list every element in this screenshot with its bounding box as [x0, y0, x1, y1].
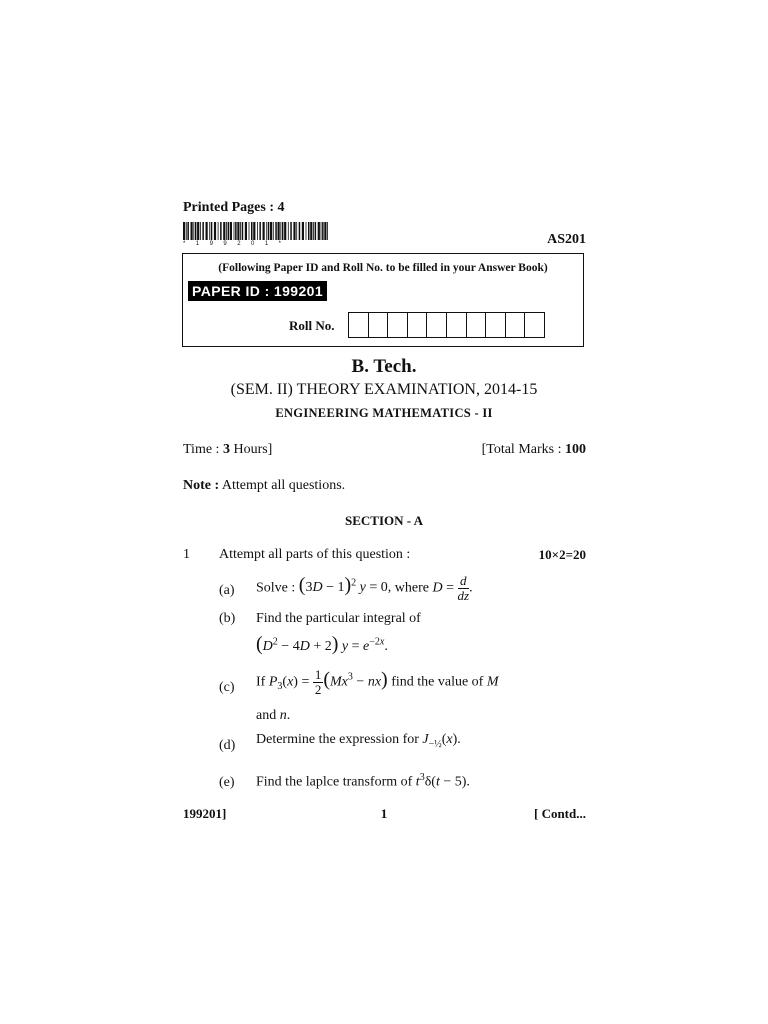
barcode-bar: [230, 222, 232, 240]
barcode-bar: [308, 222, 310, 240]
roll-no-box: [368, 312, 389, 338]
d-dz-fraction: $\frac{d}{dz}$: [457, 573, 470, 603]
barcode-bar: [275, 222, 277, 240]
roll-no-box: [485, 312, 506, 338]
barcode-bar: [270, 222, 272, 240]
barcode-bar: [218, 222, 219, 240]
roll-no-box: [524, 312, 545, 338]
barcode-bar: [187, 222, 189, 240]
roll-no-box: [466, 312, 487, 338]
barcode-bar: [318, 222, 320, 240]
part-a-text: Solve : $(3D - 1)^2$ y = 0, where D = $\frac{d}{dz}$ .: [256, 573, 473, 603]
barcode-bar: [235, 222, 237, 240]
barcode-bar: [257, 222, 258, 240]
barcode-bar: [211, 222, 213, 240]
barcode-bar: [293, 222, 295, 240]
barcode-bar: [266, 222, 267, 240]
barcode-bar: [282, 222, 284, 240]
barcode-bar: [263, 222, 265, 240]
barcode-bar: [273, 222, 274, 240]
part-a-label: (a): [219, 583, 235, 598]
barcode-bar: [206, 222, 208, 240]
barcode-bar: [249, 222, 250, 240]
barcode-bar: [237, 222, 239, 240]
barcode-bar: [202, 222, 204, 240]
barcode-bar: [220, 222, 222, 240]
paper-id-box: [182, 253, 584, 347]
barcode-bar: [268, 222, 270, 240]
barcode-bar: [306, 222, 307, 240]
footer-paper-id: 199201]: [183, 806, 227, 821]
barcode-bar: [290, 222, 292, 240]
part-a-equation: $(3D - 1)^2$ y = 0,: [298, 574, 392, 597]
barcode-bar: [299, 222, 301, 240]
part-c-line2: and n.: [256, 708, 291, 723]
part-d-text: Determine the expression for $J_{-\frac{1}{2}}(x)$.: [256, 732, 461, 750]
time-info: Time : 3 Hours]: [183, 442, 273, 457]
barcode-bar: [313, 222, 314, 240]
barcode-bar: [280, 222, 281, 240]
roll-no-label: Roll No.: [289, 318, 335, 333]
barcode-bar: [197, 222, 199, 240]
barcode-bar: [234, 222, 235, 240]
note: Note : Attempt all questions.: [183, 478, 346, 493]
barcode-bar: [209, 222, 210, 240]
barcode-bar: [223, 222, 225, 240]
roll-no-box: [505, 312, 526, 338]
part-c-text: If $P_3(x)$ = $\frac{1}{2}$ $(Mx^3 - nx)$ find the value of M: [256, 667, 499, 697]
part-d-label: (d): [219, 738, 236, 753]
roll-no-box: [446, 312, 467, 338]
roll-no-box: [407, 312, 428, 338]
barcode-bar: [302, 222, 304, 240]
part-e-label: (e): [219, 775, 235, 790]
part-b-label: (b): [219, 611, 236, 626]
barcode-bar: [288, 222, 289, 240]
barcode-bar: [315, 222, 317, 240]
barcode-bar: [253, 222, 255, 240]
part-b-equation: $(D^2 - 4D + 2) y = e^{-2x}$.: [256, 633, 388, 655]
roll-no-box: [387, 312, 408, 338]
barcode-bar: [214, 222, 216, 240]
subject-code: AS201: [547, 232, 586, 247]
box-note: (Following Paper ID and Roll No. to be filled in your Answer Book): [218, 262, 548, 274]
barcode-bar: [200, 222, 201, 240]
barcode-bar: [327, 222, 328, 240]
barcode-bar: [284, 222, 286, 240]
barcode-bar: [195, 222, 197, 240]
barcode-bar: [193, 222, 194, 240]
degree-title: B. Tech.: [351, 356, 417, 377]
roll-no-boxes: [349, 312, 545, 338]
question-text: Attempt all parts of this question :: [219, 547, 411, 562]
barcode-bar: [324, 222, 326, 240]
barcode-bar: [228, 222, 230, 240]
barcode-bar: [245, 222, 247, 240]
barcode-bar: [322, 222, 324, 240]
total-marks: [Total Marks : 100: [481, 442, 586, 457]
printed-pages: Printed Pages : 4: [183, 200, 285, 215]
question-marks: 10×2=20: [538, 547, 586, 562]
barcode-bar: [183, 222, 185, 240]
part-c-label: (c): [219, 680, 235, 695]
barcode-bar: [296, 222, 297, 240]
barcode-bar: [251, 222, 253, 240]
question-number: 1: [183, 547, 190, 562]
barcode-bar: [191, 222, 193, 240]
one-half-fraction: $\frac{1}{2}$: [314, 667, 322, 697]
barcode-bar: [242, 222, 244, 240]
footer-page-number: 1: [380, 806, 388, 821]
barcode-bar: [226, 222, 227, 240]
barcode: [183, 222, 329, 240]
roll-no-box: [348, 312, 369, 338]
part-e-text: Find the laplce transform of $t^3\delta(t - 5)$.: [256, 772, 470, 790]
barcode-bar: [310, 222, 312, 240]
roll-no-box: [426, 312, 447, 338]
barcode-bar: [240, 222, 241, 240]
paper-id: PAPER ID : 199201: [188, 281, 327, 301]
barcode-bar: [278, 222, 280, 240]
footer-contd: [ Contd...: [533, 806, 586, 821]
barcode-bar: [186, 222, 187, 240]
barcode-bar: [321, 222, 322, 240]
barcode-digits: * 1 9 9 2 0 1 *: [183, 241, 286, 247]
barcode-bar: [259, 222, 261, 240]
section-heading: SECTION - A: [344, 513, 424, 528]
part-b-text: Find the particular integral of: [256, 611, 421, 626]
exam-title: (SEM. II) THEORY EXAMINATION, 2014-15: [230, 381, 538, 398]
subject-title: ENGINEERING MATHEMATICS - II: [275, 406, 493, 420]
